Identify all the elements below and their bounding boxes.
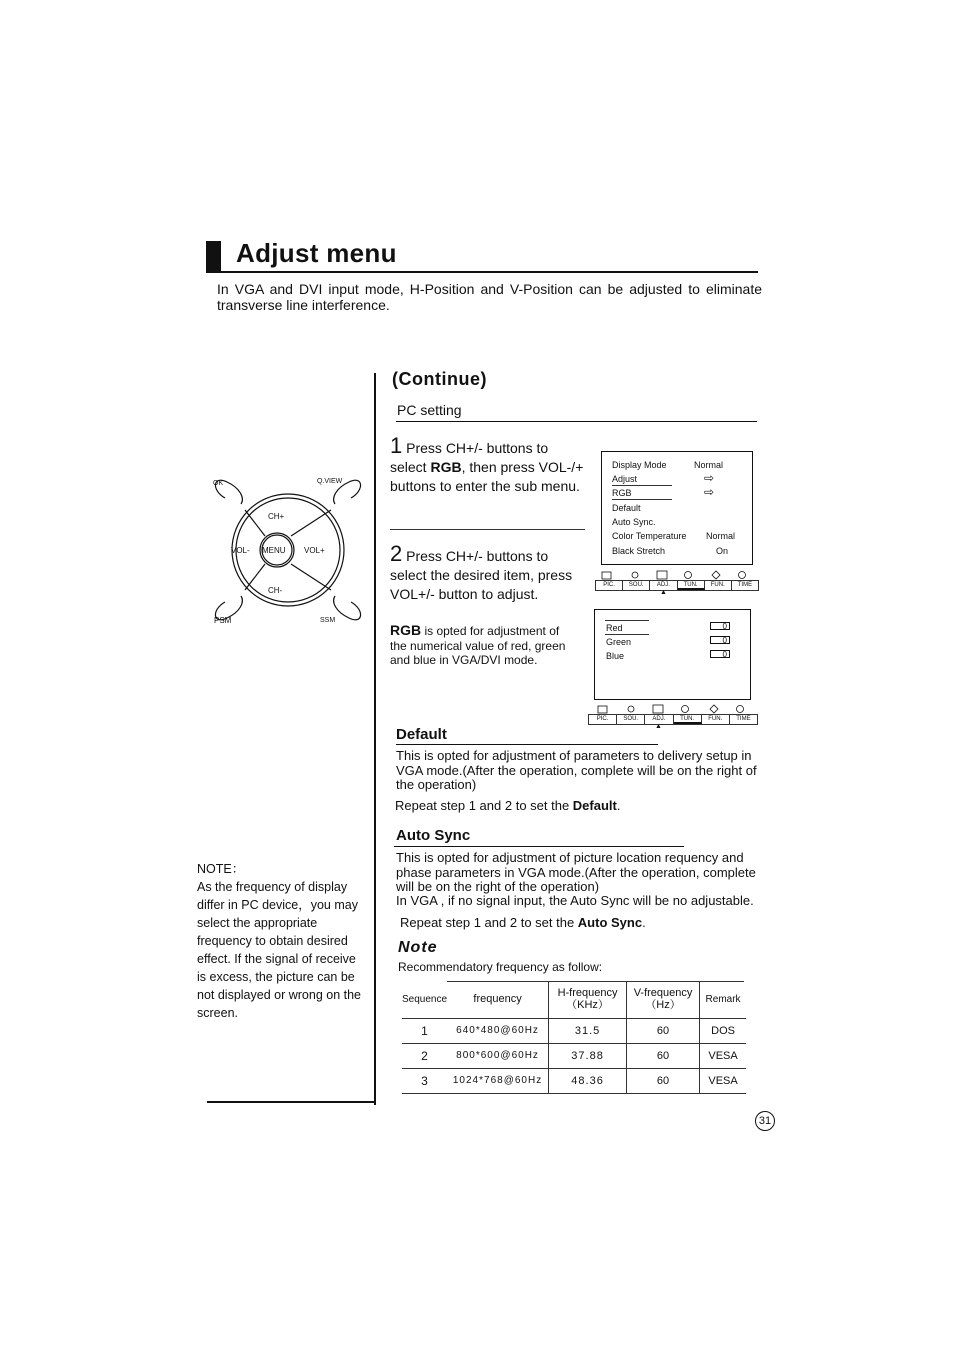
tab-icons-row <box>595 568 759 579</box>
left-note-text: As the frequency of display differ in PC device，you may select the appropriate frequency to obtain desired effect. If the signal of receive is excess, the picture can be not displayed or wrong on the screen. <box>197 880 361 1020</box>
autosync-repeat-end: . <box>642 915 646 930</box>
menu2-label-red: Red <box>606 623 623 633</box>
osd-tab-bar-2 <box>588 714 758 725</box>
default-text: This is opted for adjustment of parameters to delivery setup in VGA mode.(After the operation, complete will be on the right of the operation) <box>396 748 757 792</box>
step-1-text-b: , then press VOL-/+ buttons to enter the sub menu. <box>390 459 584 494</box>
remote-ssm-label: SSM <box>320 617 336 624</box>
arrow-right-icon: ⇨ <box>704 471 715 485</box>
remote-vol-minus-label: VOL- <box>231 546 250 555</box>
menu2-value-blue: 0 <box>710 650 730 658</box>
table-cell: 1 <box>402 1018 447 1043</box>
arrow-right-icon: ⇨ <box>704 485 715 499</box>
default-repeat <box>395 799 620 814</box>
menu1-label: Adjust <box>612 474 638 484</box>
tab-adj: ADJ. <box>645 715 673 724</box>
step-1 <box>390 433 585 496</box>
pc-setting-rule <box>396 421 757 422</box>
table-cell: 2 <box>402 1043 447 1068</box>
default-repeat-end: . <box>616 798 621 813</box>
title-bar <box>206 241 221 273</box>
step-2-number: 2 <box>390 541 403 566</box>
table-header-cell: V-frequency （Hz） <box>627 981 700 1018</box>
remote-ok-label: OK <box>213 480 224 487</box>
tab-pic: PIC. <box>589 715 617 724</box>
caret-up-icon: ▲ <box>655 723 662 730</box>
column-divider <box>374 373 376 1105</box>
menu1-value: Normal <box>706 531 736 541</box>
table-cell: 3 <box>402 1068 447 1093</box>
table-cell: 48.36 <box>549 1068 627 1093</box>
continue-heading: (Continue) <box>392 369 487 389</box>
rgb-bold: RGB <box>390 622 422 638</box>
note-intro: Recommendatory frequency as follow: <box>398 960 603 974</box>
intro-text: In VGA and DVI input mode, H-Position and V-Position can be adjusted to eliminate transverse line interference. <box>217 281 762 313</box>
table-row <box>402 1018 746 1043</box>
table-cell: DOS <box>700 1018 747 1043</box>
table-row <box>402 1068 746 1093</box>
page-number: 31 <box>755 1111 775 1131</box>
menu1-value: Normal <box>694 460 724 470</box>
table-cell: 800*600@60Hz <box>447 1043 549 1068</box>
table-header-cell: Sequence <box>402 981 447 1018</box>
page-title: Adjust menu <box>236 238 397 268</box>
remote-menu-label: MENU <box>262 546 286 555</box>
osd-menu-rgb <box>594 609 751 700</box>
step-1-bold: RGB <box>430 459 462 475</box>
table-header-cell: H-frequency （KHz） <box>549 981 627 1018</box>
menu2-label-green: Green <box>606 637 632 647</box>
menu1-label: Default <box>612 503 641 513</box>
table-cell: VESA <box>700 1068 747 1093</box>
menu1-label: RGB <box>612 488 632 498</box>
table-cell: 31.5 <box>549 1018 627 1043</box>
tab-sou: SOU. <box>617 715 645 724</box>
default-heading: Default <box>396 726 447 743</box>
tab-adj: ADJ. <box>650 581 677 590</box>
osd-menu-main <box>601 451 753 565</box>
tab-icons-row-2 <box>588 702 756 713</box>
left-note-label: NOTE： <box>197 862 245 876</box>
tab-time: TIME <box>737 582 753 588</box>
table-cell: 640*480@60Hz <box>447 1018 549 1043</box>
menu1-label: Auto Sync. <box>612 517 656 527</box>
autosync-text-2: In VGA , if no signal input, the Auto Sync will be no adjustable. <box>396 893 754 908</box>
table-header-cell: frequency <box>447 981 549 1018</box>
remote-ch-plus-label: CH+ <box>268 512 285 521</box>
table-row <box>402 1043 746 1068</box>
step-1-text-a: Press CH+/- buttons to select <box>390 440 549 475</box>
autosync-repeat-bold: Auto Sync <box>577 915 643 930</box>
tab-pic: PIC. <box>596 581 623 590</box>
menu2-topline <box>605 620 649 621</box>
table-cell: 37.88 <box>549 1043 627 1068</box>
menu1-label: Display Mode <box>612 460 667 470</box>
autosync-repeat-text: Repeat step 1 and 2 to set the <box>400 915 578 930</box>
step-2-text: Press CH+/- buttons to select the desired item, press VOL+/- button to adjust. <box>390 548 573 602</box>
note-heading: Note <box>398 939 438 956</box>
table-cell: 1024*768@60Hz <box>447 1068 549 1093</box>
table-header-cell: Remark <box>700 981 747 1018</box>
remote-psm-label: PSM <box>214 616 232 625</box>
left-note <box>197 860 367 1022</box>
autosync-rule <box>394 846 684 847</box>
menu2-value-red: 0 <box>710 622 730 630</box>
table-header-row <box>402 981 746 1018</box>
default-rule <box>396 744 658 745</box>
menu1-value: On <box>716 546 729 556</box>
step-separator <box>390 529 585 530</box>
table-cell: 60 <box>627 1043 700 1068</box>
caret-up-icon: ▲ <box>660 589 667 596</box>
tab-time: TIME <box>736 716 751 722</box>
osd-tab-bar <box>595 580 759 591</box>
tab-tun: TUN. <box>674 715 702 724</box>
rgb-text: is opted for adjustment of the numerical value of red, green and blue in VGA/DVI mode. <box>390 624 566 667</box>
menu2-label-blue: Blue <box>606 651 625 661</box>
menu1-label: Black Stretch <box>612 546 666 556</box>
menu-tab-icons <box>588 704 756 715</box>
remote-vol-plus-label: VOL+ <box>304 546 325 555</box>
menu-tab-icons <box>595 570 759 581</box>
autosync-heading: Auto Sync <box>396 827 471 844</box>
menu1-underline <box>612 499 672 500</box>
remote-qview-label: Q.VIEW <box>317 478 343 485</box>
pc-setting-heading: PC setting <box>397 402 462 418</box>
menu1-label: Color Temperature <box>612 531 687 541</box>
frequency-table <box>402 981 746 1094</box>
default-repeat-bold: Default <box>572 798 617 813</box>
remote-control-diagram <box>205 470 365 630</box>
table-cell: 60 <box>627 1018 700 1043</box>
step-2 <box>390 541 585 604</box>
title-rule <box>221 271 758 273</box>
tab-fun: FUN. <box>705 581 732 590</box>
rgb-description <box>390 623 575 668</box>
remote-ch-minus-label: CH- <box>268 586 283 595</box>
table-cell: VESA <box>700 1043 747 1068</box>
tab-fun: FUN. <box>702 715 730 724</box>
autosync-text: This is opted for adjustment of picture location requency and phase parameters in VGA mode.(After the operation, complete will be on the right of the operation) <box>396 850 756 894</box>
autosync-repeat <box>400 916 646 931</box>
menu2-value-green: 0 <box>710 636 730 644</box>
menu1-underline <box>612 485 672 486</box>
step-1-number: 1 <box>390 433 403 458</box>
table-cell: 60 <box>627 1068 700 1093</box>
menu2-underline <box>605 634 649 635</box>
default-repeat-text: Repeat step 1 and 2 to set the <box>395 798 573 813</box>
bottom-rule <box>207 1101 376 1103</box>
tab-sou: SOU. <box>623 581 650 590</box>
tab-tun: TUN. <box>678 581 705 590</box>
